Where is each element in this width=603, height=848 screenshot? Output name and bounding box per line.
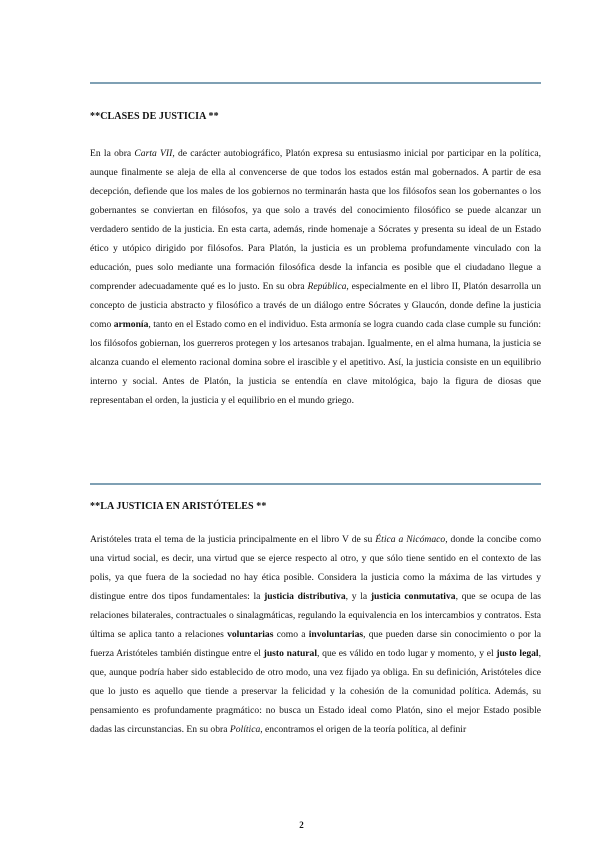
text-run: , que, aunque podría haber sido establecido de otro modo, una vez fijado ya obliga. En su definición, Aristóteles dice que lo justo es aquello que tiende a preservar la felicidad y la cohesión de la comunidad política. Además, su pensamiento es profundamente pragmático: no busca un Estado ideal como Platón, sino el mejor Estado posible dadas las circunstancias. En su obra [90,648,541,735]
text-run: , de carácter autobiográfico, Platón expresa su entusiasmo inicial por participar en la política, aunque finalmente se aleja de ella al convencerse de que todos los estados están mal gobernados. A partir de esa decepción, defiende que los males de los gobiernos no terminarán hasta que los filósofos sean los gobernantes o los gobernantes se conviertan en filósofos, ya que solo a través del conocimiento filosófico se puede alcanzar un verdadero sentido de la justicia. En esta carta, además, rinde homenaje a Sócrates y presenta su ideal de un Estado ético y utópico dirigido por filósofos. Para Platón, la justicia es un problema profundamente vinculado con la educación, pues solo mediante una formación filosófica desde la infancia es posible que el ciudadano llegue a comprender adecuadamente qué es lo justo. En su obra [90,148,541,292]
text-run: , tanto en el Estado como en el individuo. Esta armonía se logra cuando cada clase cumple su función: los filósofos gobiernan, los guerreros protegen y los artesanos trabajan. Igualmente, en el alma humana, la justicia se alcanza cuando el elemento racional domina sobre el irascible y el apetitivo. Así, la justicia consiste en un equilibrio interno y social. Antes de Platón, la justicia se entendía en clave mitológica, bajo la figura de diosas que representaban el orden, la justicia y el equilibrio en el mundo griego. [90,319,542,406]
bold-term: voluntarias [227,629,274,640]
text-run: , y la [345,591,371,602]
paragraph-justicia-aristoteles [90,530,541,739]
paragraph-clases-de-justicia [90,144,541,410]
work-title: República [307,281,347,292]
top-divider [90,82,541,84]
text-run: , donde la concibe como una virtud social, es decir, una virtud que se ejerce respecto al otro, y que sólo tiene sentido en el contexto de las polis, ya que fuera de la sociedad no hay ética posible. Considera la justicia como la máxima de las virtudes y distingue entre dos tipos fundamentales: la [90,534,541,602]
bold-term: involuntarias [308,629,364,640]
bold-term: justo natural [263,648,318,659]
work-title: Ética a Nicómaco [375,534,446,545]
bold-term: justicia conmutativa [370,591,456,602]
text-run: , encontramos el origen de la teoría política, al definir [260,724,467,735]
work-title: Política [229,724,261,735]
text-run: , que se ocupa de las relaciones bilaterales, contractuales o sinalagmáticas, regulando la equivalencia en los intercambios y contratos. Esta última se aplica tanto a relaciones [90,591,541,640]
bold-term: armonía [113,319,149,330]
section-divider [90,483,541,485]
page-number: 2 [299,820,304,830]
text-run: , que es válido en todo lugar y momento, y el [317,648,497,659]
text-run: como a [273,629,309,640]
work-title: Carta VII [134,148,173,159]
text-run: Aristóteles trata el tema de la justicia principalmente en el libro V de su [90,534,376,545]
bold-term: justicia distributiva [264,591,346,602]
section-heading-justicia-aristoteles: **LA JUSTICIA EN ARISTÓTELES ** [90,501,267,512]
bold-term: justo legal [496,648,539,659]
section-heading-clases-de-justicia: **CLASES DE JUSTICIA ** [90,111,219,122]
text-run: , especialmente en el libro II, Platón desarrolla un concepto de justicia abstracto y filosófico a través de un diálogo entre Sócrates y Glaucón, donde define la justicia como [90,281,541,330]
text-run: En la obra [90,148,135,159]
text-run: , que pueden darse sin conocimiento o por la fuerza Aristóteles también distingue entre el [90,629,542,659]
